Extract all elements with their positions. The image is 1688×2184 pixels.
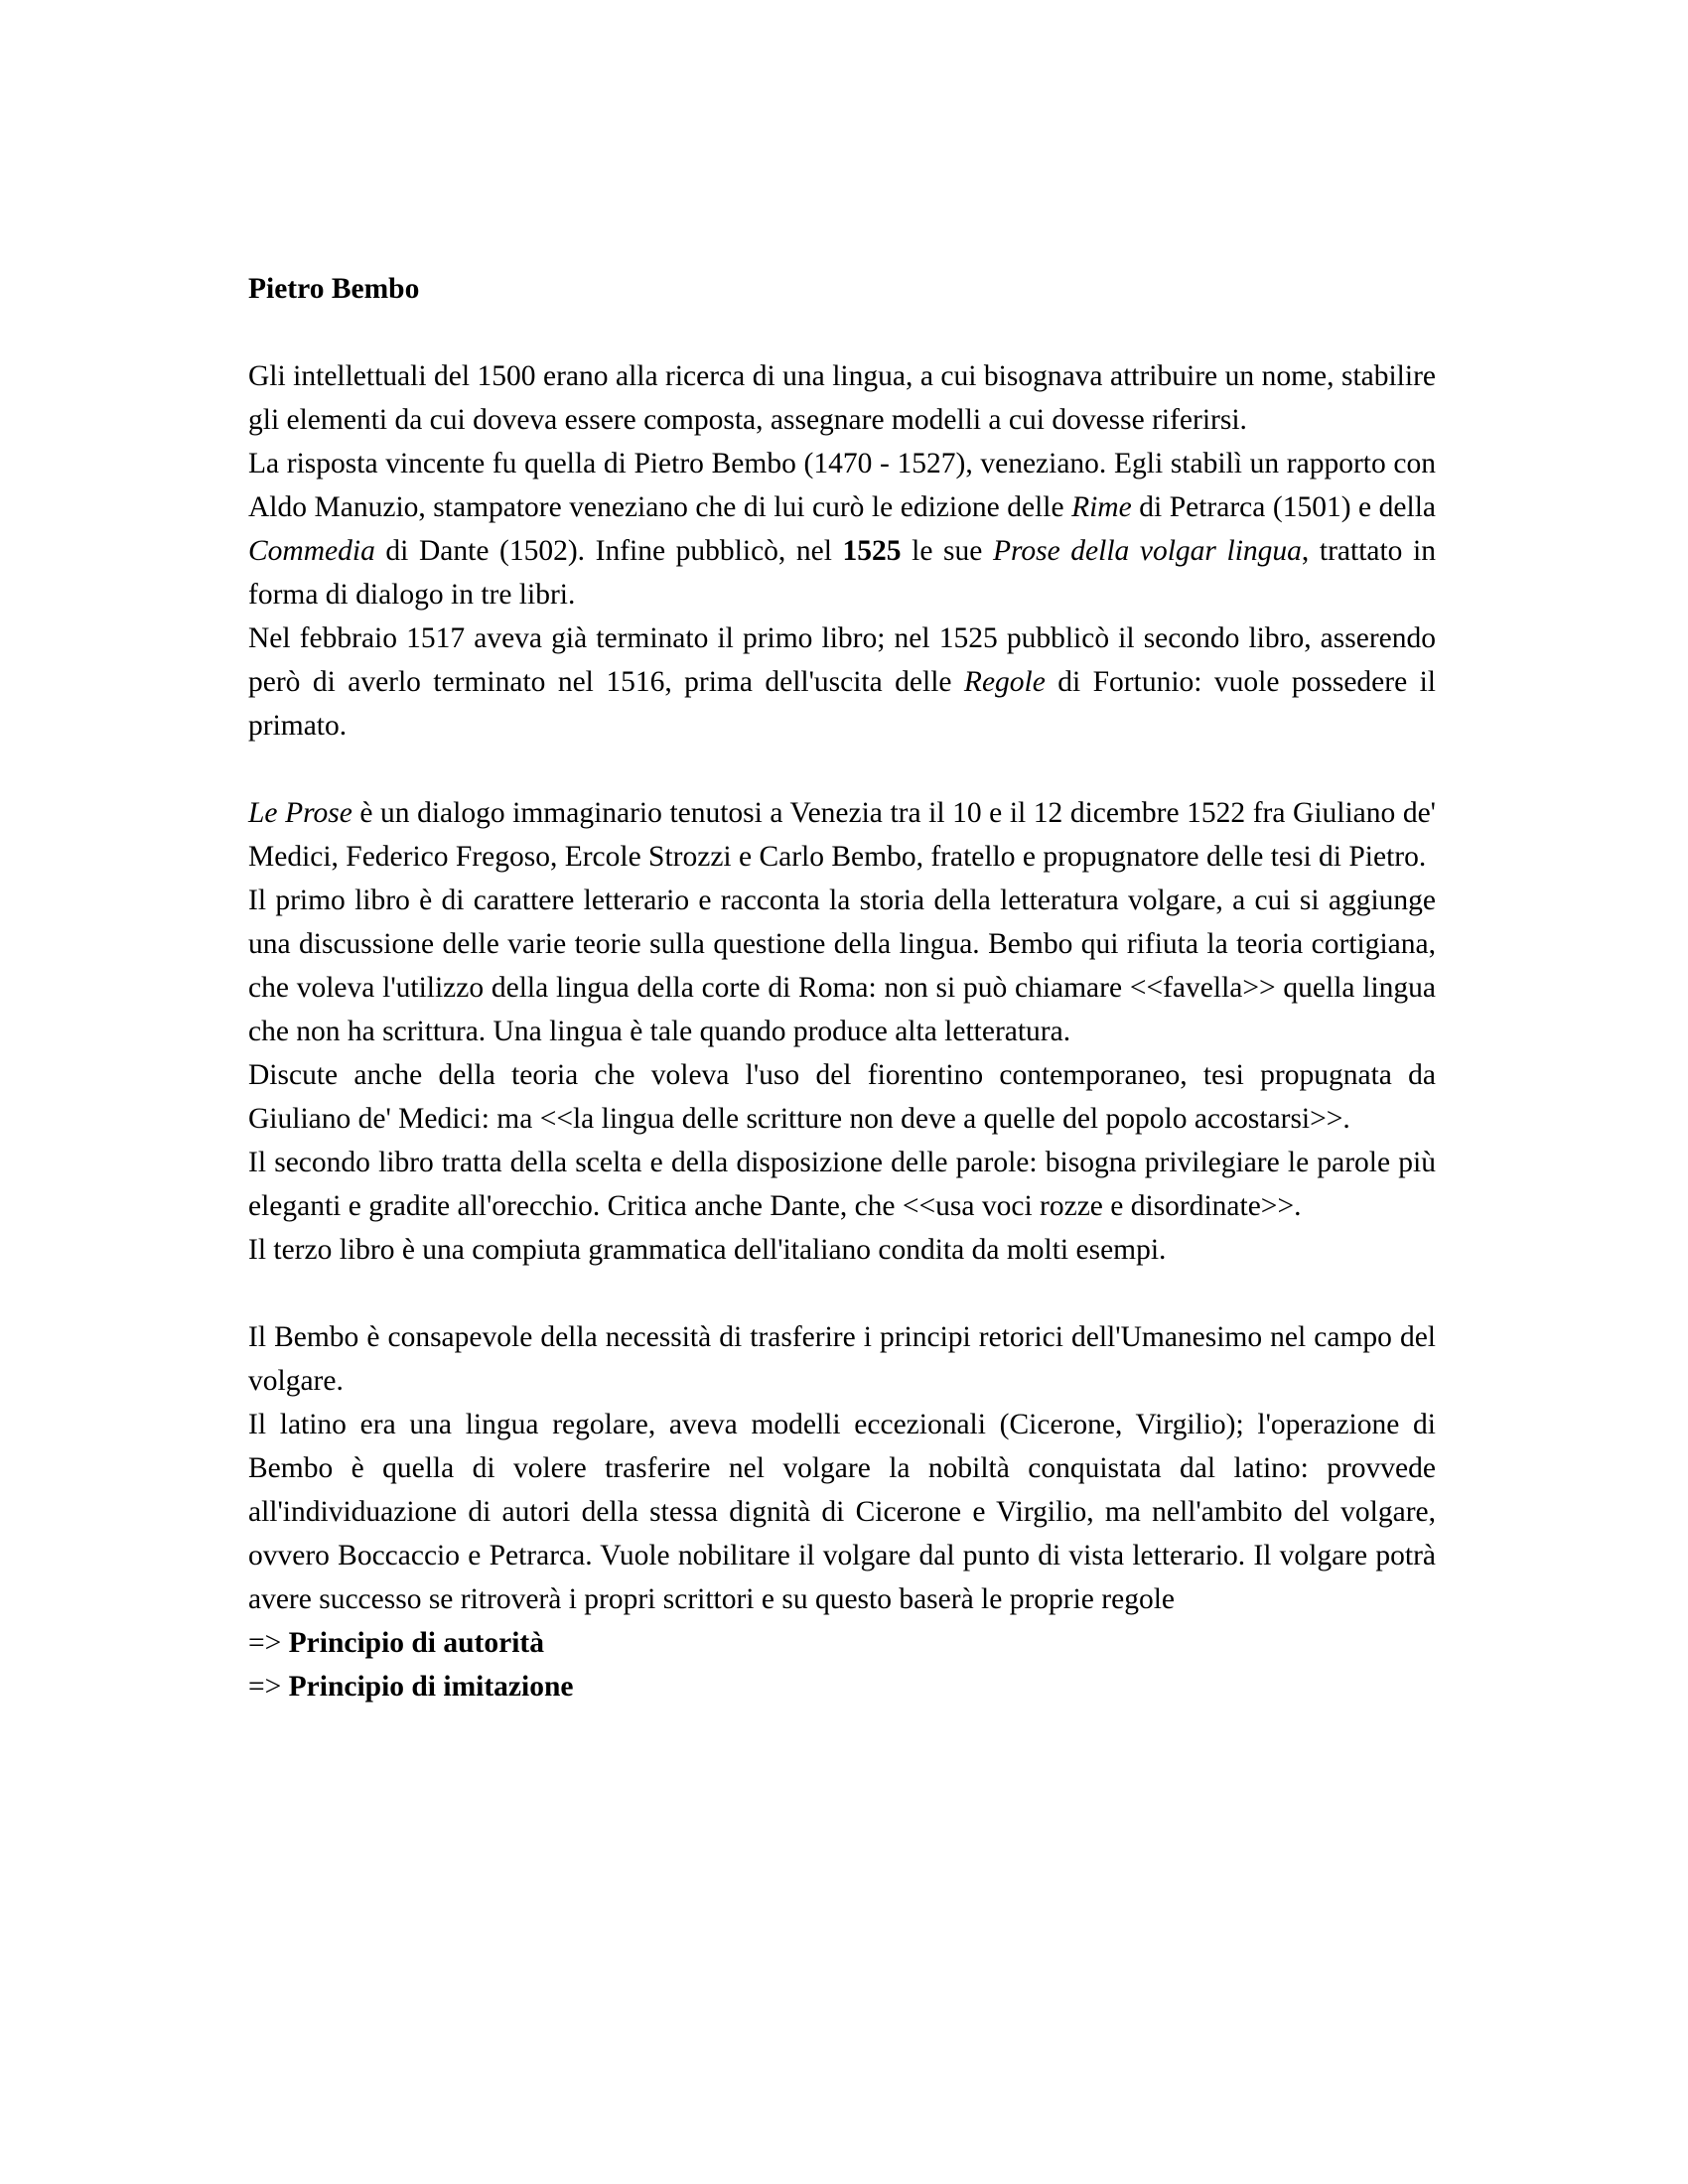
- paragraph-intro: Gli intellettuali del 1500 erano alla ricerca di una lingua, a cui bisognava attribuire un nome, stabilire gli elementi da cui doveva essere composta, assegnare modelli a cui dovesse riferirsi.: [248, 360, 1436, 436]
- paragraph-le-prose: [248, 791, 1436, 879]
- paragraph-florentine-theory: Discute anche della teoria che voleva l'uso del fiorentino contemporaneo, tesi propugnata da Giuliano de' Medici: ma <<la lingua delle scritture non deve a quelle del popolo accostarsi>>.: [248, 1059, 1436, 1135]
- page-title: Pietro Bembo: [248, 273, 420, 305]
- paragraph-third-book: Il terzo libro è una compiuta grammatica dell'italiano condita da molti esempi.: [248, 1234, 1167, 1266]
- italic-le-prose: Le Prose: [248, 797, 352, 829]
- text-run: , trattato in forma di dialogo in tre libri.: [248, 535, 1436, 611]
- italic-commedia: Commedia: [248, 535, 375, 567]
- text-run: La risposta vincente fu quella di Pietro Bembo (1470 - 1527), veneziano. Egli stabilì un rapporto con Aldo Manuzio, stampatore veneziano che di lui curò le edizione delle: [248, 448, 1436, 523]
- arrow-text: =>: [248, 1671, 289, 1703]
- paragraph-latin: Il latino era una lingua regolare, aveva modelli eccezionali (Cicerone, Virgilio); l'operazione di Bembo è quella di volere trasferire nel volgare la nobiltà conquistata dal latino: provvede all'individuazione di autori della stessa dignità di Cicerone e Virgilio, ma nell'ambito del volgare, ovvero Boccaccio e Petrarca. Vuole nobilitare il volgare dal punto di vista letterario. Il volgare potrà avere successo se ritroverà i propri scrittori e su questo baserà le proprie regole: [248, 1409, 1436, 1615]
- principle-authority: [248, 1621, 1436, 1665]
- spacer: [248, 748, 1436, 791]
- text-run: di Fortunio: vuole possedere il primato.: [248, 666, 1436, 742]
- italic-prose-title: Prose della volgar lingua: [992, 535, 1302, 567]
- text-run: di Petrarca (1501) e della: [1131, 491, 1437, 523]
- paragraph-second-book: Il secondo libro tratta della scelta e della disposizione delle parole: bisogna privilegiare le parole più eleganti e gradite all'orecchio. Critica anche Dante, che <<usa voci rozze e disordinate>>.: [248, 1147, 1436, 1222]
- text-run: le sue: [901, 535, 993, 567]
- principle-label: Principio di imitazione: [288, 1671, 574, 1703]
- paragraph-chronology: [248, 616, 1436, 748]
- principle-imitation: [248, 1665, 1436, 1708]
- principle-label: Principio di autorità: [288, 1627, 544, 1659]
- italic-regole: Regole: [963, 666, 1046, 698]
- bold-year: 1525: [842, 535, 902, 567]
- spacer: [248, 311, 1436, 354]
- text-run: di Dante (1502). Infine pubblicò, nel: [374, 535, 843, 567]
- spacer: [248, 1272, 1436, 1315]
- italic-rime: Rime: [1071, 491, 1132, 523]
- text-run: Nel febbraio 1517 aveva già terminato il primo libro; nel 1525 pubblicò il secondo libro, asserendo però di averlo terminato nel 1516, prima dell'uscita delle: [248, 622, 1436, 698]
- paragraph-humanism: Il Bembo è consapevole della necessità di trasferire i principi retorici dell'Umanesimo nel campo del volgare.: [248, 1321, 1436, 1397]
- arrow-text: =>: [248, 1627, 289, 1659]
- text-run: è un dialogo immaginario tenutosi a Venezia tra il 10 e il 12 dicembre 1522 fra Giuliano de' Medici, Federico Fregoso, Ercole Strozzi e Carlo Bembo, fratello e propugnatore delle tesi di Pietro.: [248, 797, 1436, 873]
- document-page: [248, 267, 1436, 1708]
- paragraph-first-book: Il primo libro è di carattere letterario e racconta la storia della letteratura volgare, a cui si aggiunge una discussione delle varie teorie sulla questione della lingua. Bembo qui rifiuta la teoria cortigiana, che voleva l'utilizzo della lingua della corte di Roma: non si può chiamare <<favella>> quella lingua che non ha scrittura. Una lingua è tale quando produce alta letteratura.: [248, 885, 1436, 1047]
- paragraph-bembo-answer: [248, 442, 1436, 616]
